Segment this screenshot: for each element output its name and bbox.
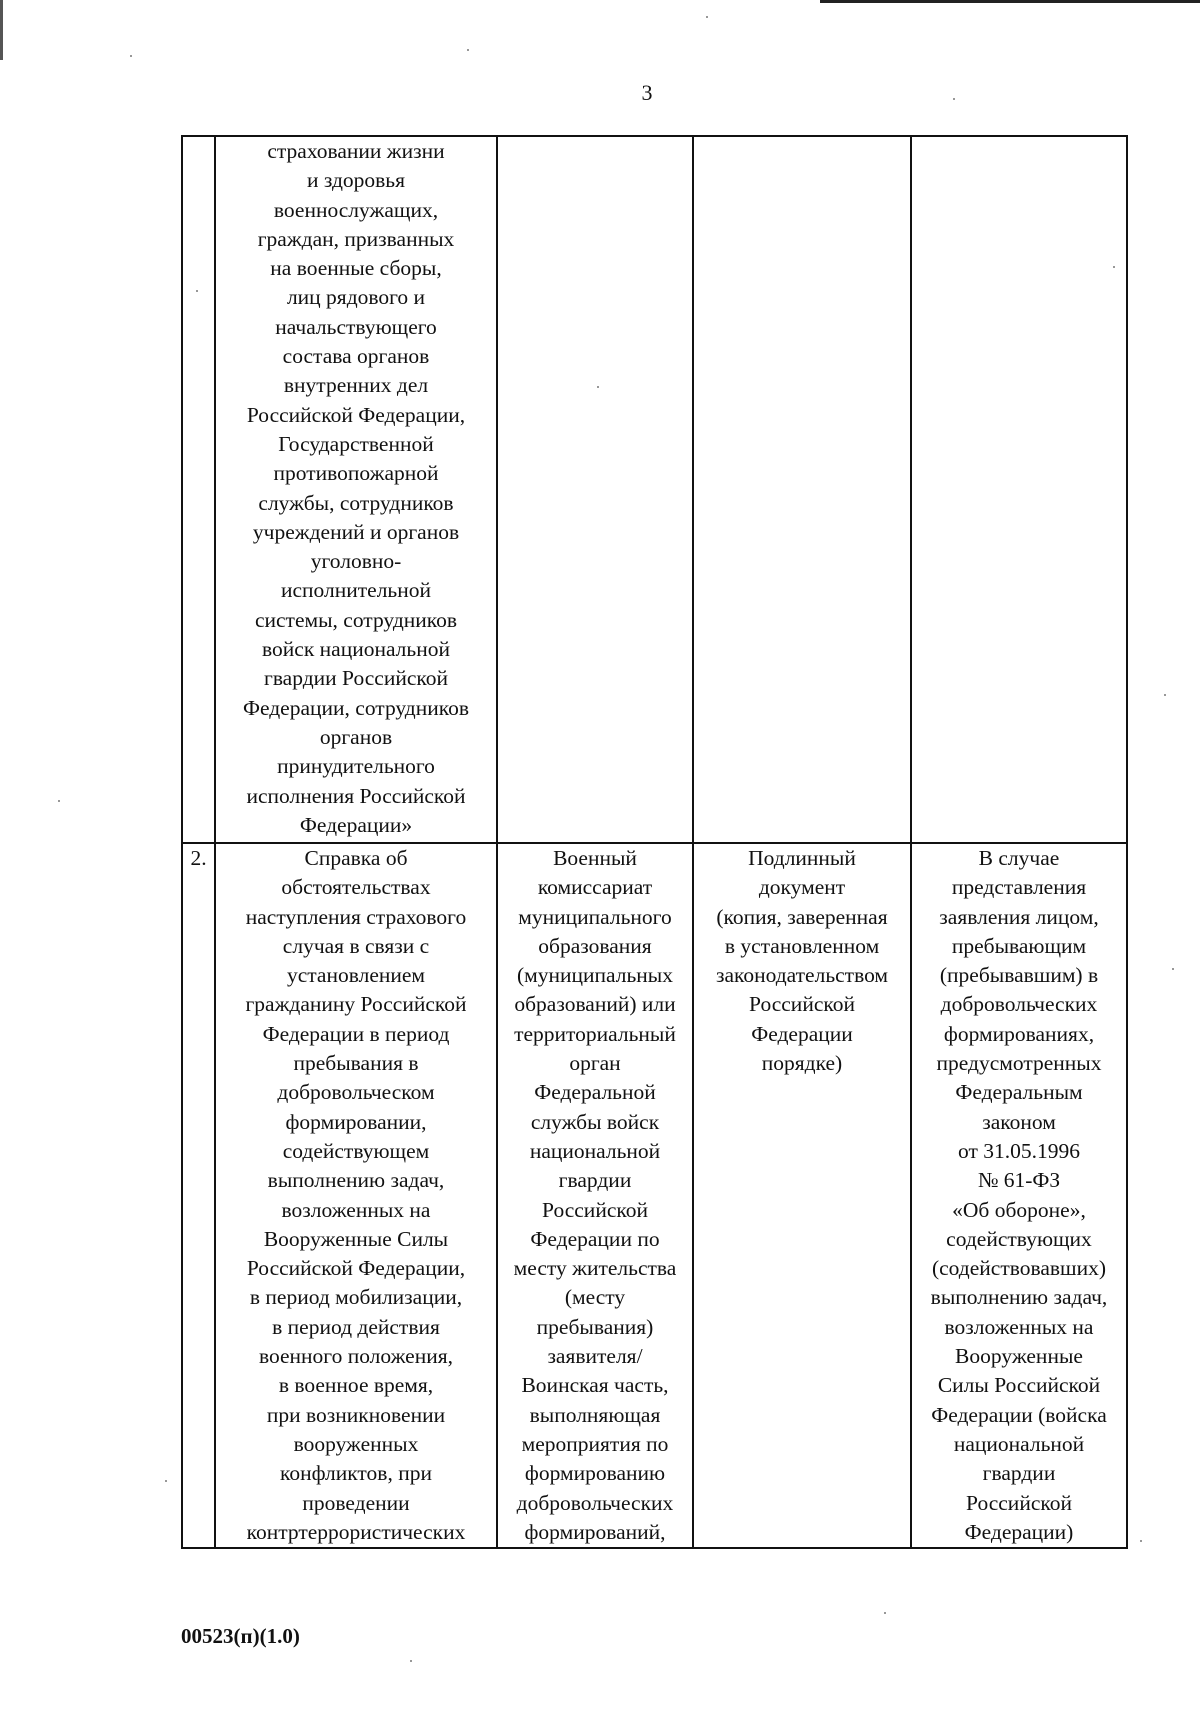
scan-speck	[597, 386, 599, 388]
scan-speck	[1140, 1540, 1142, 1542]
scan-speck	[1172, 968, 1174, 970]
scan-speck	[1164, 694, 1166, 696]
document-name-cell	[215, 136, 497, 843]
scan-speck	[706, 16, 708, 18]
issuer-cell	[497, 136, 693, 843]
scan-speck	[58, 800, 60, 802]
note-cell	[911, 843, 1127, 1548]
scan-speck	[1113, 266, 1115, 268]
scan-speck	[130, 55, 132, 57]
scan-speck	[953, 98, 955, 100]
document-form-text: Подлинный документ (копия, заверенная в установленном законодательством Российской Федерации порядке)	[715, 846, 889, 1076]
issuer-cell	[497, 843, 693, 1548]
row-number: 2.	[190, 846, 207, 870]
row-number-cell	[182, 136, 215, 843]
table-row	[182, 136, 1127, 843]
scan-speck	[884, 1612, 886, 1614]
row-number-cell	[182, 843, 215, 1548]
document-name: Справка об обстоятельствах наступления страхового случая в связи с установлением гражданину Российской Федерации в период пребывания в добровольческом формировании, содействующем выполнению задач, возложенных на Вооруженные Силы Российской Федерации, в период мобилизации, в период действия военного положения, в военное время, при возникновении вооруженных конфликтов, при проведении контртеррористических	[245, 846, 467, 1544]
scan-speck	[467, 49, 469, 51]
page-number: 3	[641, 80, 653, 105]
issuer-text: Военный комиссариат муниципального образования (муниципальных образований) или территориальный орган Федеральной службы войск национальной гвардии Российской Федерации по месту жительства (месту пребывания) заявителя/ Воинская часть, выполняющая мероприятия по формированию добровольческих формирований,	[513, 846, 677, 1544]
document-form-cell	[693, 136, 911, 843]
document-name: страховании жизни и здоровья военнослужащих, граждан, призванных на военные сборы, лиц рядового и начальствующего состава органов внутренних дел Российской Федерации, Государственной противопожарной службы, сотрудников учреждений и органов уголовно- исполнительной системы, сотрудников войск национальной гвардии Российской Федерации, сотрудников органов принудительного исполнения Российской Федерации»	[242, 139, 470, 837]
table-row	[182, 843, 1127, 1548]
scan-speck	[410, 1660, 412, 1662]
document-name-cell	[215, 843, 497, 1548]
scan-speck	[165, 1480, 167, 1482]
document-code: 00523(п)(1.0)	[181, 1624, 300, 1648]
documents-table	[181, 135, 1128, 1549]
scan-edge-left	[0, 0, 3, 60]
scan-speck	[196, 290, 198, 292]
document-form-cell	[693, 843, 911, 1548]
note-cell	[911, 136, 1127, 843]
scan-edge-top	[820, 0, 1200, 3]
note-text: В случае представления заявления лицом, пребывающим (пребывавшим) в добровольческих формированиях, предусмотренных Федеральным законом от 31.05.1996 № 61-ФЗ «Об обороне», содействующих (содействовавших) выполнению задач, возложенных на Вооруженные Силы Российской Федерации (войска национальной гвардии Российской Федерации)	[930, 846, 1108, 1544]
